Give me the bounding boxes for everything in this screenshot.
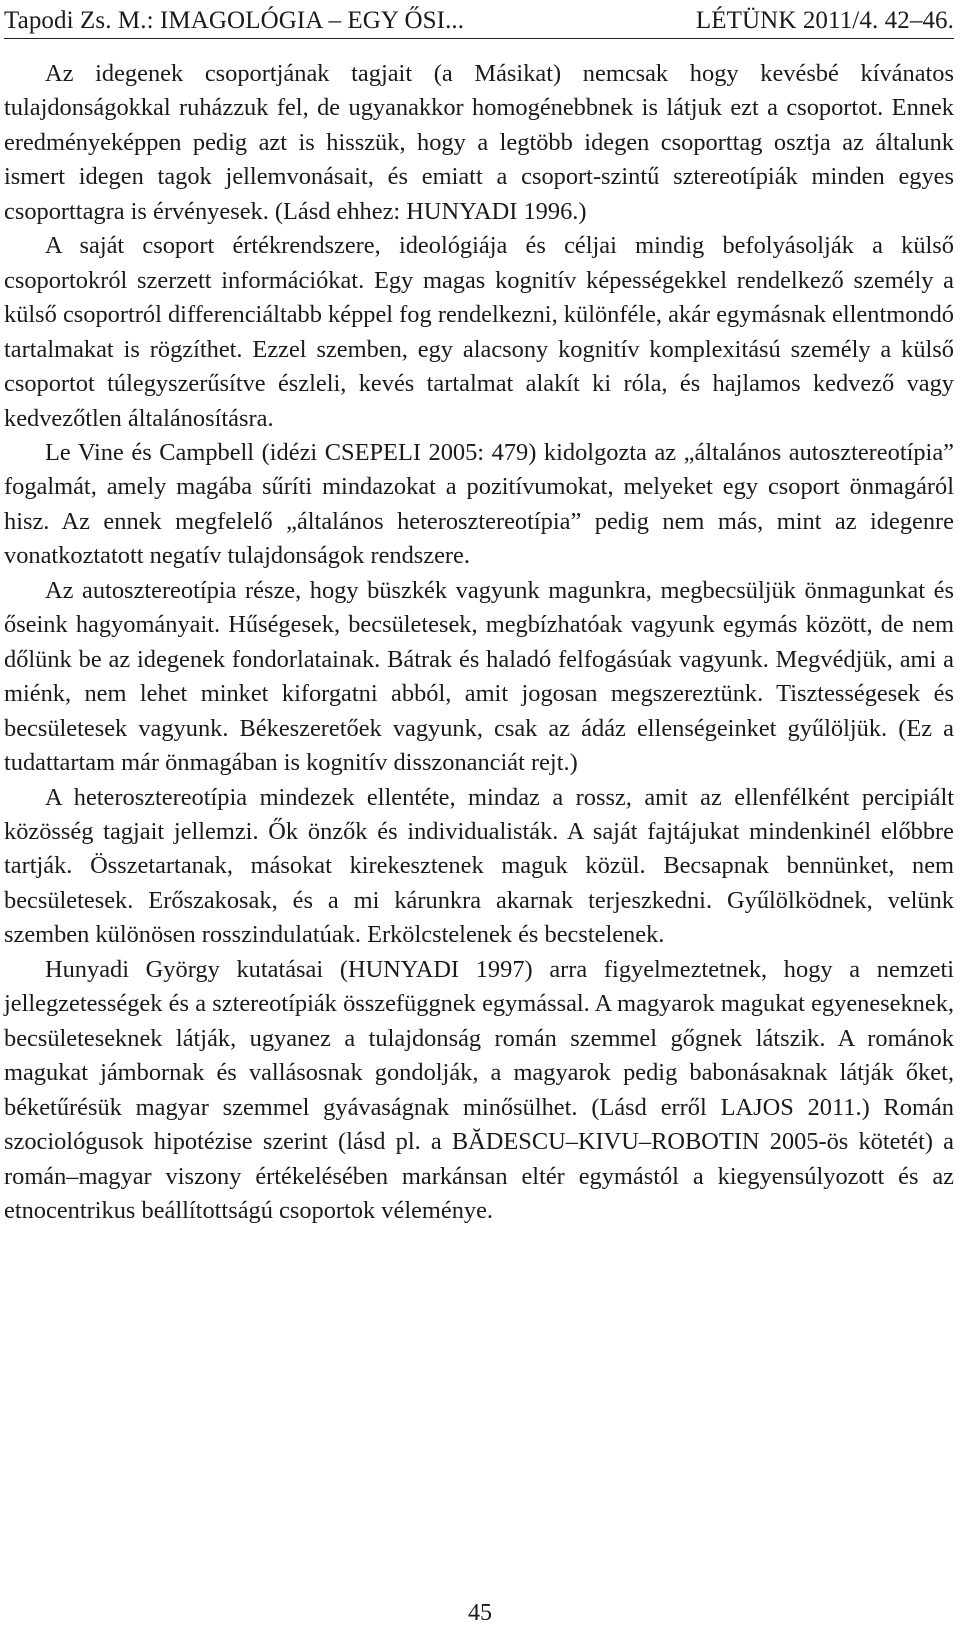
paragraph-cognitive-complexity: A saját csoport értékrendszere, ideológiája és céljai mindig befolyásolják a külső csoportokról szerzett információkat. Egy magas kognitív képességekkel rendelkező személy a külső csoportról differenciáltabb képpel fog rendelkezni, különféle, akár egymásnak ellentmondó tartalmakat is rögzíthet. Ezzel szemben, egy alacsony kognitív komplexitású személy a külső csoportot túlegyszerűsítve észleli, kevés tartalmat alakít ki róla, és hajlamos kedvező vagy kedvezőtlen általánosításra.	[4, 232, 954, 432]
paragraph-autostereotype-traits: Az autosztereotípia része, hogy büszkék vagyunk magunkra, megbecsüljük önmagunkat és őseink hagyományait. Hűségesek, becsületesek, megbízhatóak vagyunk egymás között, de nem dőlünk be az idegenek fondorlatainak. Bátrak és haladó felfogásúak vagyunk. Megvédjük, ami a miénk, nem lehet minket kiforgatni abból, amit jogosan megszereztünk. Tisztességesek és becsületesek vagyunk. Békeszeretőek vagyunk, csak az ádáz ellenségeinket gyűlöljük. (Ez a tudattartam már önmagában is kognitív disszonanciát rejt.)	[4, 576, 954, 777]
running-head-journal-issue: LÉTÜNK 2011/4. 42–46.	[695, 7, 954, 34]
paragraph-autostereotype-definition: Le Vine és Campbell (idézi CSEPELI 2005: 479) kidolgozta az „általános autosztereotípia” fogalmát, amely magába sűríti mindazokat a pozitívumokat, melyeket egy csoport önmagáról hisz. Az ennek megfelelő „általános heterosztereotípia” pedig nem más, mint az idegenre vonatkoztatott negatív tulajdonságok rendszere.	[4, 438, 954, 570]
page-number: 45	[468, 1600, 492, 1626]
paragraph-hunyadi-research: Hunyadi György kutatásai (HUNYADI 1997) arra figyelmeztetnek, hogy a nemzeti jellegzetességek és a sztereotípiák összefüggnek egymással. A magyarok magukat egyeneseknek, becsületeseknek látják, ugyanez a tulajdonság román szemmel gőgnek látszik. A románok magukat jámbornak és vallásosnak gondolják, a magyarok pedig babonásaknak látják őket, béketűrésük magyar szemmel gyávaságnak minősülhet. (Lásd erről LAJOS 2011.) Román szociológusok hipotézise szerint (lásd pl. a BĂDESCU–KIVU–ROBOTIN 2005-ös kötetét) a román–magyar viszony értékelésében markánsan eltér egymástól a kiegyensúlyozott és az etnocentrikus beállítottságú csoportok véleménye.	[4, 955, 954, 1224]
paragraph-heterostereotype-traits: A heterosztereotípia mindezek ellentéte, mindaz a rossz, amit az ellenfélként percipiált közösség tagjait jellemzi. Ők önzők és individualisták. A saját fajtájukat mindenkinél előbbre tartják. Összetartanak, másokat kirekesztenek maguk közül. Becsapnak bennünket, nem becsületesek. Erőszakosak, és a mi kárunkra akarnak terjeszkedni. Gyűlölködnek, velünk szemben különösen rosszindulatúak. Erkölcstelenek és becstelenek.	[4, 783, 954, 949]
article-body	[4, 57, 954, 1228]
running-head	[4, 4, 954, 39]
paragraph-outgroup-homogeneity: Az idegenek csoportjának tagjait (a Másikat) nemcsak hogy kevésbé kívánatos tulajdonságokkal ruházzuk fel, de ugyanakkor homogénebbnek is látjuk ezt a csoportot. Ennek eredményeképpen pedig azt is hisszük, hogy a legtöbb idegen csoporttag osztja az általunk ismert idegen tagok jellemvonásait, és emiatt a csoport-szintű sztereotípiák minden egyes csoporttagra is érvényesek. (Lásd ehhez: HUNYADI 1996.)	[4, 60, 954, 225]
running-head-author-title: Tapodi Zs. M.: IMAGOLÓGIA – EGY ŐSI...	[4, 7, 465, 34]
